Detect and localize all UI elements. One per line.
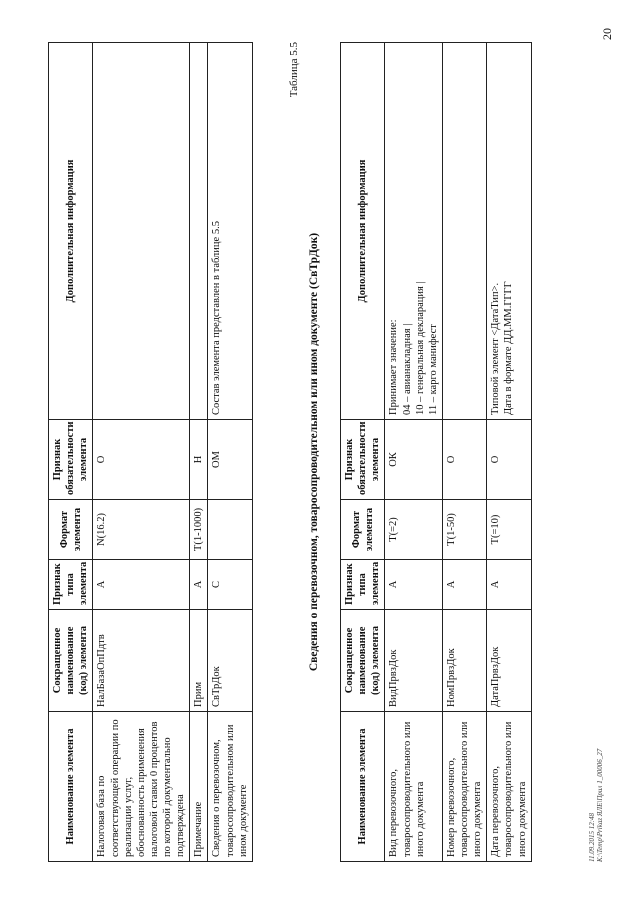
- cell-name: Сведения о перевозочном, товаросопроводительном или ином документе: [208, 712, 252, 862]
- cell-code: ДатаПрвзДок: [487, 610, 531, 712]
- cell-type: А: [93, 560, 190, 610]
- table-row: [385, 43, 443, 862]
- cell-required: О: [93, 420, 190, 500]
- elements-table-top: [48, 42, 253, 862]
- rotated-content: [40, 32, 605, 872]
- header-cell: Наименование элемента: [49, 712, 93, 862]
- cell-info: [190, 43, 208, 420]
- footer-timestamp: 11.09.2015 12:48: [588, 812, 596, 862]
- header-cell: Признак обязательности элемента: [49, 420, 93, 500]
- cell-required: Н: [190, 420, 208, 500]
- cell-info: [442, 43, 486, 420]
- page-number: 20: [600, 28, 614, 40]
- cell-name: Вид перевозочного, товаросопроводительного или иного документа: [385, 712, 443, 862]
- cell-format: T(1-1000): [190, 500, 208, 560]
- header-cell: Наименование элемента: [341, 712, 385, 862]
- table-header-row: [49, 43, 93, 862]
- header-cell: Формат элемента: [341, 500, 385, 560]
- cell-type: А: [385, 560, 443, 610]
- table-row: [487, 43, 531, 862]
- cell-name: Номер перевозочного, товаросопроводительного или иного документа: [442, 712, 486, 862]
- cell-name: Дата перевозочного, товаросопроводительного или иного документа: [487, 712, 531, 862]
- header-cell: Формат элемента: [49, 500, 93, 560]
- cell-required: ОМ: [208, 420, 252, 500]
- table-row: [93, 43, 190, 862]
- header-cell: Признак типа элемента: [49, 560, 93, 610]
- header-cell: Признак обязательности элемента: [341, 420, 385, 500]
- cell-format: N(16.2): [93, 500, 190, 560]
- header-cell: Сокращенное наименование (код) элемента: [49, 610, 93, 712]
- cell-format: T(1-50): [442, 500, 486, 560]
- cell-required: О: [442, 420, 486, 500]
- cell-name: Налоговая база по соответствующей операции по реализации услуг, обоснованность применения налоговой ставки 0 процентов по которой документально подтверждена: [93, 712, 190, 862]
- cell-format: [208, 500, 252, 560]
- cell-code: НалБазаОпПдтв: [93, 610, 190, 712]
- header-cell: Дополнительная информация: [341, 43, 385, 420]
- table-row: [442, 43, 486, 862]
- file-footer: [588, 749, 605, 862]
- elements-table-bottom: [340, 42, 532, 862]
- cell-info: Состав элемента представлен в таблице 5.5: [208, 43, 252, 420]
- cell-format: T(=2): [385, 500, 443, 560]
- cell-type: А: [190, 560, 208, 610]
- cell-code: НомПрвзДок: [442, 610, 486, 712]
- cell-info: Типовой элемент <ДатаТип>. Дата в формате ДД.ММ.ГГГГ: [487, 43, 531, 420]
- cell-name: Примечание: [190, 712, 208, 862]
- header-cell: Сокращенное наименование (код) элемента: [341, 610, 385, 712]
- table-row: [208, 43, 252, 862]
- footer-path: К:\Temp\Prikaz ЯЛЕ\Прил 1_00006_27: [596, 748, 605, 862]
- table-row: [190, 43, 208, 862]
- cell-type: А: [487, 560, 531, 610]
- cell-type: А: [442, 560, 486, 610]
- cell-code: ВидПрвзДок: [385, 610, 443, 712]
- cell-code: СвТрДок: [208, 610, 252, 712]
- header-cell: Признак типа элемента: [341, 560, 385, 610]
- table-caption: Таблица 5.5: [288, 42, 300, 98]
- header-cell: Дополнительная информация: [49, 43, 93, 420]
- table-header-row: [341, 43, 385, 862]
- cell-format: T(=10): [487, 500, 531, 560]
- cell-required: ОК: [385, 420, 443, 500]
- cell-info: [93, 43, 190, 420]
- cell-required: О: [487, 420, 531, 500]
- cell-info: Принимает значение: 04 – авианакладная | 10 – генеральная декларация | 11 – карго манифест: [385, 43, 443, 420]
- table-title: Сведения о перевозочном, товаросопроводительном или ином документе (СвТрДок): [308, 232, 320, 672]
- cell-code: Прим: [190, 610, 208, 712]
- cell-type: С: [208, 560, 252, 610]
